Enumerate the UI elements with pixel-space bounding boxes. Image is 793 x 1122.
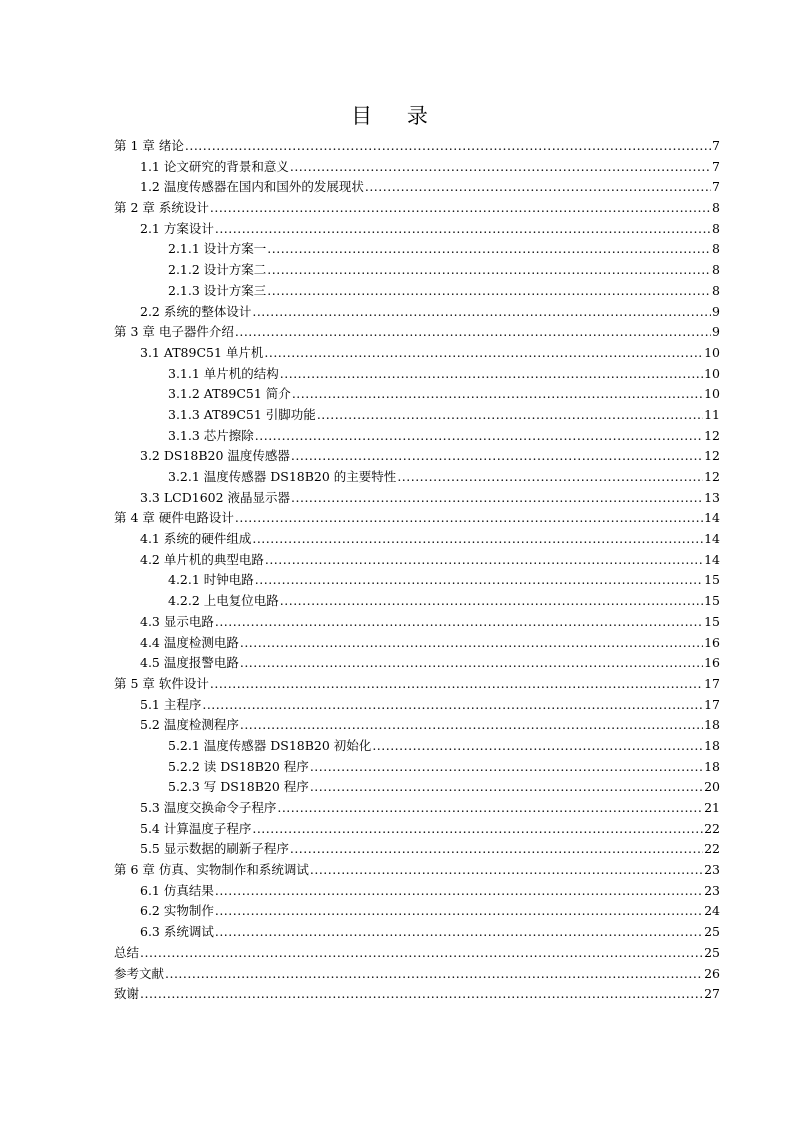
toc-entry[interactable] — [114, 984, 720, 1005]
toc-page-number: 24 — [704, 903, 720, 919]
table-of-contents — [114, 136, 720, 1005]
toc-leader — [140, 984, 703, 1005]
toc-entry-label: 6.1 仿真结果 — [140, 882, 214, 898]
toc-leader — [264, 343, 703, 364]
toc-page-number: 22 — [704, 841, 720, 857]
toc-entry-label: 2.1.3 设计方案三 — [168, 282, 267, 298]
toc-entry-label: 6.3 系统调试 — [140, 924, 214, 940]
toc-entry-label: 6.2 实物制作 — [140, 903, 214, 919]
toc-page-number: 9 — [712, 303, 720, 319]
toc-entry-label: 3.1.3 芯片擦除 — [168, 427, 254, 443]
toc-leader — [210, 198, 711, 219]
toc-leader — [292, 384, 703, 405]
toc-entry-label: 5.4 计算温度子程序 — [140, 820, 252, 836]
toc-page-number: 15 — [704, 593, 720, 609]
toc-page-number: 7 — [712, 158, 720, 174]
toc-entry[interactable] — [114, 591, 720, 612]
toc-entry-label: 4.5 温度报警电路 — [140, 655, 239, 671]
toc-page-number: 27 — [704, 986, 720, 1002]
toc-leader — [215, 219, 711, 240]
toc-entry[interactable] — [114, 943, 720, 964]
toc-entry-label: 3.3 LCD1602 液晶显示器 — [140, 489, 291, 505]
toc-page-number: 10 — [704, 386, 720, 402]
toc-leader — [310, 860, 703, 881]
toc-entry[interactable] — [114, 757, 720, 778]
toc-entry[interactable] — [114, 508, 720, 529]
toc-entry[interactable] — [114, 446, 720, 467]
toc-leader — [310, 777, 703, 798]
toc-page-number: 12 — [704, 427, 720, 443]
toc-leader — [317, 405, 703, 426]
toc-page-number: 23 — [704, 882, 720, 898]
toc-page-number: 21 — [704, 800, 720, 815]
toc-page-number: 15 — [704, 613, 720, 629]
toc-entry[interactable] — [114, 715, 720, 736]
toc-entry[interactable] — [114, 819, 720, 840]
toc-entry[interactable] — [114, 198, 720, 219]
toc-entry-label: 5.3 温度交换命令子程序 — [140, 800, 277, 815]
toc-leader — [210, 674, 703, 695]
toc-leader — [215, 881, 703, 902]
toc-entry[interactable] — [114, 839, 720, 860]
toc-entry[interactable] — [114, 529, 720, 550]
toc-entry[interactable] — [114, 612, 720, 633]
toc-entry[interactable] — [114, 136, 720, 157]
toc-entry[interactable] — [114, 322, 720, 343]
toc-page-number: 25 — [704, 944, 720, 960]
toc-entry[interactable] — [114, 467, 720, 488]
toc-leader — [215, 922, 703, 943]
toc-leader — [397, 467, 703, 488]
toc-entry[interactable] — [114, 777, 720, 798]
toc-leader — [252, 819, 703, 840]
toc-entry-label: 致谢 — [114, 986, 140, 1002]
toc-entry-label: 5.2.1 温度传感器 DS18B20 初始化 — [168, 737, 372, 753]
toc-entry-label: 2.1 方案设计 — [140, 220, 214, 236]
toc-entry[interactable] — [114, 653, 720, 674]
toc-leader — [252, 529, 703, 550]
toc-entry-label: 3.1.3 AT89C51 引脚功能 — [168, 406, 316, 422]
toc-entry[interactable] — [114, 343, 720, 364]
toc-page-number: 14 — [704, 531, 720, 547]
toc-leader — [235, 508, 703, 529]
toc-entry-label: 3.1 AT89C51 单片机 — [140, 344, 264, 360]
toc-page-number: 16 — [704, 634, 720, 650]
toc-page-number: 18 — [704, 717, 720, 733]
toc-entry[interactable] — [114, 488, 720, 509]
toc-entry-label: 第 2 章 系统设计 — [114, 200, 209, 216]
toc-leader — [372, 736, 703, 757]
toc-entry-label: 5.2.2 读 DS18B20 程序 — [168, 758, 309, 774]
toc-entry[interactable] — [114, 922, 720, 943]
toc-leader — [252, 302, 711, 323]
toc-leader — [277, 798, 703, 819]
toc-page-number: 20 — [704, 779, 720, 795]
toc-page-number: 18 — [704, 737, 720, 753]
toc-page-number: 7 — [712, 138, 720, 153]
toc-leader — [267, 239, 711, 260]
toc-entry-label: 3.1.1 单片机的结构 — [168, 365, 279, 381]
toc-page-number: 12 — [704, 469, 720, 484]
toc-entry-label: 5.1 主程序 — [140, 696, 202, 712]
toc-page-number: 14 — [704, 551, 720, 567]
toc-entry-label: 第 3 章 电子器件介绍 — [114, 324, 234, 340]
toc-entry[interactable] — [114, 260, 720, 281]
toc-page-number: 25 — [704, 924, 720, 940]
toc-page-number: 17 — [704, 696, 720, 712]
toc-entry[interactable] — [114, 239, 720, 260]
toc-entry-label: 4.1 系统的硬件组成 — [140, 531, 252, 547]
toc-leader — [215, 612, 703, 633]
toc-leader — [280, 591, 703, 612]
toc-leader — [290, 157, 711, 178]
toc-entry[interactable] — [114, 633, 720, 654]
toc-leader — [267, 260, 711, 281]
toc-leader — [235, 322, 711, 343]
toc-page-number: 8 — [712, 220, 720, 236]
toc-leader — [202, 695, 703, 716]
toc-entry[interactable] — [114, 177, 720, 198]
toc-leader — [290, 839, 703, 860]
toc-entry[interactable] — [114, 302, 720, 323]
toc-leader — [255, 570, 703, 591]
toc-page-number: 10 — [704, 344, 720, 360]
toc-page-number: 8 — [712, 241, 720, 257]
toc-leader — [267, 281, 711, 302]
toc-entry-label: 4.2 单片机的典型电路 — [140, 551, 264, 567]
toc-leader — [291, 488, 703, 509]
toc-leader — [215, 901, 703, 922]
toc-entry[interactable] — [114, 570, 720, 591]
toc-page-number: 11 — [704, 406, 720, 422]
toc-entry-label: 5.2 温度检测程序 — [140, 717, 239, 733]
toc-leader — [240, 653, 703, 674]
toc-entry-label: 4.4 温度检测电路 — [140, 634, 239, 650]
toc-leader — [255, 426, 703, 447]
toc-leader — [140, 943, 703, 964]
toc-entry-label: 3.1.2 AT89C51 简介 — [168, 386, 291, 402]
toc-entry[interactable] — [114, 364, 720, 385]
toc-entry[interactable] — [114, 426, 720, 447]
toc-page-number: 14 — [704, 510, 720, 526]
toc-entry[interactable] — [114, 157, 720, 178]
toc-entry-label: 3.2 DS18B20 温度传感器 — [140, 448, 290, 464]
toc-entry-label: 5.5 显示数据的刷新子程序 — [140, 841, 289, 857]
toc-leader — [310, 757, 703, 778]
toc-entry-label: 第 1 章 绪论 — [114, 138, 184, 153]
toc-page-number: 26 — [704, 965, 720, 981]
toc-leader — [240, 715, 703, 736]
toc-entry-label: 2.1.2 设计方案二 — [168, 262, 267, 278]
toc-entry-label: 3.2.1 温度传感器 DS18B20 的主要特性 — [168, 469, 397, 484]
toc-leader — [240, 633, 703, 654]
toc-entry-label: 参考文献 — [114, 965, 165, 981]
toc-page-number: 23 — [704, 862, 720, 878]
toc-entry-label: 总结 — [114, 944, 140, 960]
toc-entry[interactable] — [114, 550, 720, 571]
toc-page-number: 8 — [712, 200, 720, 216]
toc-entry[interactable] — [114, 881, 720, 902]
toc-entry[interactable] — [114, 736, 720, 757]
toc-leader — [365, 177, 711, 198]
toc-page-number: 16 — [704, 655, 720, 671]
toc-leader — [165, 964, 703, 985]
toc-entry[interactable] — [114, 695, 720, 716]
toc-entry[interactable] — [114, 860, 720, 881]
toc-entry[interactable] — [114, 798, 720, 819]
toc-entry[interactable] — [114, 674, 720, 695]
toc-entry-label: 5.2.3 写 DS18B20 程序 — [168, 779, 309, 795]
toc-page-number: 10 — [704, 365, 720, 381]
toc-page-number: 18 — [704, 758, 720, 774]
toc-entry-label: 1.2 温度传感器在国内和国外的发展现状 — [140, 179, 364, 195]
toc-page-number: 17 — [704, 675, 720, 691]
toc-page-number: 13 — [704, 489, 720, 505]
toc-page-number: 15 — [704, 572, 720, 588]
toc-entry-label: 第 6 章 仿真、实物制作和系统调试 — [114, 862, 309, 878]
toc-leader — [185, 136, 711, 157]
toc-entry[interactable] — [114, 384, 720, 405]
toc-entry[interactable] — [114, 964, 720, 985]
toc-entry[interactable] — [114, 281, 720, 302]
toc-entry-label: 第 4 章 硬件电路设计 — [114, 510, 234, 526]
toc-entry[interactable] — [114, 219, 720, 240]
toc-page-number: 12 — [704, 448, 720, 464]
toc-page-number: 8 — [712, 262, 720, 278]
toc-entry-label: 1.1 论文研究的背景和意义 — [140, 158, 289, 174]
toc-leader — [280, 364, 703, 385]
toc-entry-label: 4.2.2 上电复位电路 — [168, 593, 279, 609]
toc-entry[interactable] — [114, 405, 720, 426]
toc-entry-label: 2.1.1 设计方案一 — [168, 241, 267, 257]
page-title: 目 录 — [351, 104, 442, 128]
toc-entry-label: 2.2 系统的整体设计 — [140, 303, 252, 319]
toc-entry-label: 4.3 显示电路 — [140, 613, 214, 629]
toc-leader — [291, 446, 703, 467]
toc-entry-label: 第 5 章 软件设计 — [114, 675, 209, 691]
toc-page-number: 22 — [704, 820, 720, 836]
toc-leader — [265, 550, 703, 571]
toc-page-number: 7 — [712, 179, 720, 195]
toc-entry[interactable] — [114, 901, 720, 922]
toc-entry-label: 4.2.1 时钟电路 — [168, 572, 254, 588]
toc-page-number: 9 — [712, 324, 720, 340]
toc-page-number: 8 — [712, 282, 720, 298]
